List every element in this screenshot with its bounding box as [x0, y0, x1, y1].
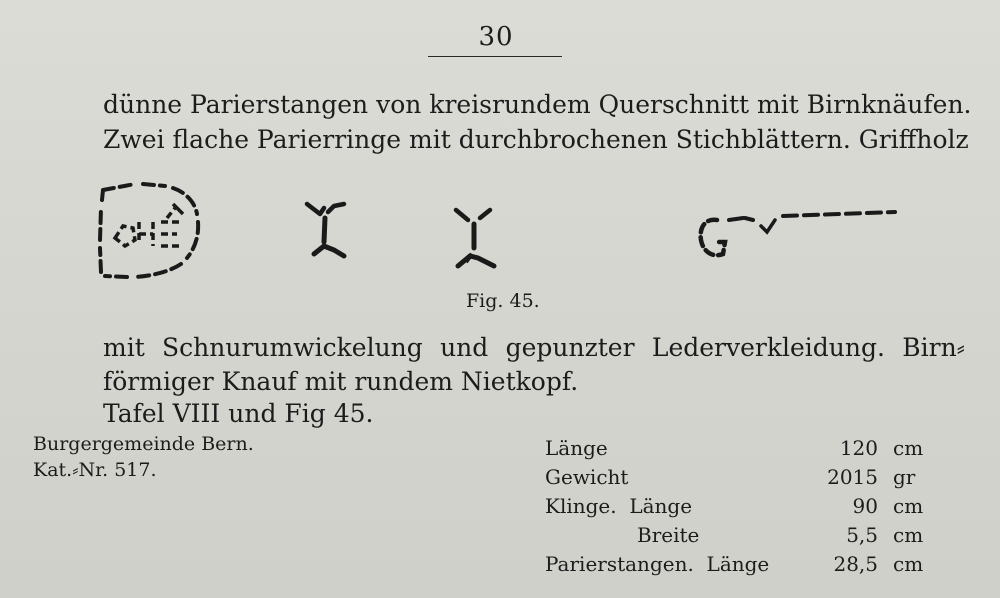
- figure-mark-cross-2: [450, 206, 500, 270]
- body-text-line-2: Zwei flache Parierringe mit durchbrochenen Stichblättern. Griffholz: [103, 125, 969, 154]
- figure-45-marks: [0, 170, 1000, 290]
- figure-mark-g-dashed-line: [695, 206, 900, 266]
- measurement-value: 120: [839, 436, 878, 460]
- measurement-value: 5,5: [846, 523, 878, 547]
- figure-caption: Fig. 45.: [466, 290, 540, 312]
- body-text-line-5: Tafel VIII und Fig 45.: [103, 399, 374, 428]
- measurement-label: Gewicht: [545, 465, 629, 489]
- page-number: 30: [478, 22, 514, 52]
- measurement-value: 2015: [827, 465, 878, 489]
- measurement-unit: cm: [893, 523, 924, 547]
- measurement-unit: gr: [893, 465, 916, 489]
- measurement-label: Breite: [637, 523, 700, 547]
- figure-mark-cross-1: [302, 198, 350, 264]
- measurement-value: 28,5: [833, 552, 878, 576]
- catalog-number: Kat.⸗Nr. 517.: [33, 459, 157, 481]
- owner-label: Burgergemeinde Bern.: [33, 433, 254, 455]
- body-text-line-4: förmiger Knauf mit rundem Nietkopf.: [103, 367, 579, 396]
- measurement-label: Länge: [545, 436, 608, 460]
- measurement-unit: cm: [893, 436, 924, 460]
- measurement-label: Parierstangen. Länge: [545, 552, 770, 576]
- page-number-rule: [428, 56, 562, 57]
- measurement-unit: cm: [893, 552, 924, 576]
- body-text-line-3: mit Schnurumwickelung und gepunzter Lederverkleidung. Birn⸗: [103, 333, 965, 362]
- measurement-unit: cm: [893, 494, 924, 518]
- measurement-value: 90: [852, 494, 878, 518]
- measurement-label: Klinge. Länge: [545, 494, 693, 518]
- figure-mark-framed-symbol: [95, 178, 205, 280]
- body-text-line-1: dünne Parierstangen von kreisrundem Querschnitt mit Birnknäufen.: [103, 90, 972, 119]
